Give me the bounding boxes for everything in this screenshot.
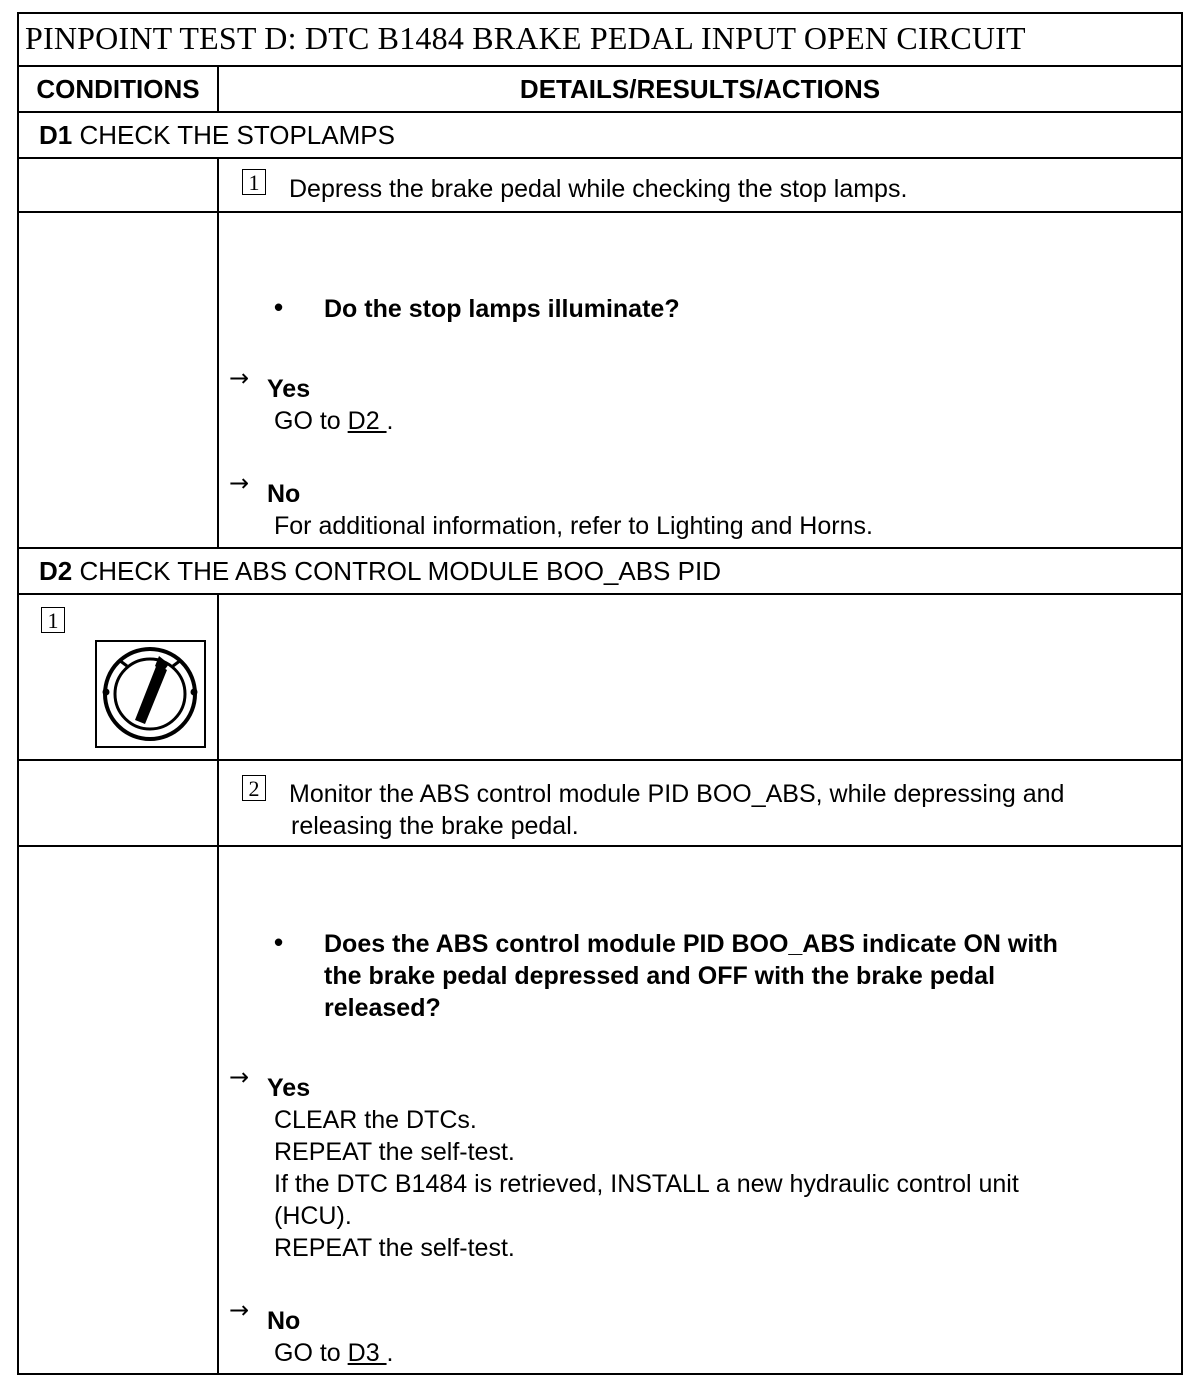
question-text-line: released? bbox=[324, 994, 441, 1022]
divider bbox=[217, 761, 219, 845]
step-d2-heading-row bbox=[19, 549, 1181, 593]
yes-action-line: (HCU). bbox=[274, 1202, 352, 1230]
page-title: PINPOINT TEST D: DTC B1484 BRAKE PEDAL INPUT OPEN CIRCUIT bbox=[25, 20, 1026, 56]
question-text-line: the brake pedal depressed and OFF with the brake pedal bbox=[324, 962, 996, 990]
step-d1-heading bbox=[39, 113, 395, 157]
divider bbox=[217, 595, 219, 759]
step-d1-result-row bbox=[19, 213, 1181, 547]
step-d2-condition-row bbox=[19, 595, 1181, 759]
step-d2-heading bbox=[39, 549, 721, 593]
no-action: For additional information, refer to Lighting and Horns. bbox=[274, 512, 873, 540]
question-text-line: Does the ABS control module PID BOO_ABS indicate ON with bbox=[324, 930, 1058, 958]
yes-action: GO to D2 . bbox=[274, 407, 394, 435]
step-d1-heading-row bbox=[19, 113, 1181, 157]
action-text-line: releasing the brake pedal. bbox=[291, 812, 579, 840]
yes-label: Yes bbox=[267, 1074, 311, 1102]
action-text-line: Monitor the ABS control module PID BOO_ABS, while depressing and bbox=[289, 780, 1065, 808]
arrow-right-icon: → bbox=[229, 364, 250, 392]
bullet-icon: • bbox=[274, 292, 284, 322]
divider bbox=[217, 213, 219, 547]
bullet-icon: • bbox=[274, 927, 284, 957]
step-title: CHECK THE STOPLAMPS bbox=[79, 120, 395, 150]
step-title: CHECK THE ABS CONTROL MODULE BOO_ABS PID bbox=[79, 556, 721, 586]
goto-d2-link[interactable]: D2 bbox=[347, 407, 387, 435]
question-text: Do the stop lamps illuminate? bbox=[324, 295, 680, 323]
ignition-key-icon bbox=[95, 640, 206, 748]
step-d2-result-row bbox=[19, 847, 1181, 1375]
no-label: No bbox=[267, 1307, 301, 1335]
step-id: D2 bbox=[39, 556, 73, 586]
step-d1-action-row bbox=[19, 159, 1181, 211]
details-header: DETAILS/RESULTS/ACTIONS bbox=[519, 74, 881, 104]
step-d2-action-row bbox=[19, 761, 1181, 845]
action-text: Depress the brake pedal while checking the stop lamps. bbox=[289, 175, 908, 203]
arrow-right-icon: → bbox=[229, 1296, 250, 1324]
no-action: GO to D3 . bbox=[274, 1339, 394, 1367]
yes-action-line: REPEAT the self-test. bbox=[274, 1138, 515, 1166]
action-number-box: 2 bbox=[242, 775, 266, 801]
column-header-row bbox=[19, 67, 1181, 111]
condition-number-box: 1 bbox=[41, 607, 65, 633]
divider bbox=[217, 847, 219, 1375]
step-id: D1 bbox=[39, 120, 73, 150]
arrow-right-icon: → bbox=[229, 1063, 250, 1091]
conditions-header: CONDITIONS bbox=[36, 74, 200, 104]
no-label: No bbox=[267, 480, 301, 508]
arrow-right-icon: → bbox=[229, 469, 250, 497]
yes-action-line: CLEAR the DTCs. bbox=[274, 1106, 477, 1134]
goto-d3-link[interactable]: D3 bbox=[347, 1339, 387, 1367]
divider bbox=[217, 159, 219, 211]
pinpoint-test-table bbox=[17, 12, 1183, 1375]
yes-action-line: REPEAT the self-test. bbox=[274, 1234, 515, 1262]
yes-action-line: If the DTC B1484 is retrieved, INSTALL a new hydraulic control unit bbox=[274, 1170, 1019, 1198]
action-number-box: 1 bbox=[242, 169, 266, 195]
yes-label: Yes bbox=[267, 375, 311, 403]
